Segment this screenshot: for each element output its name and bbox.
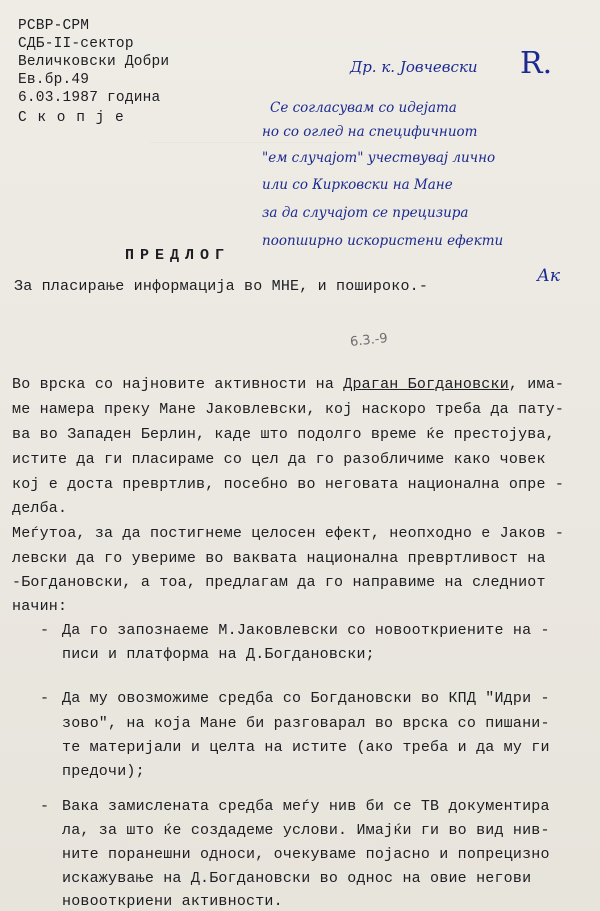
pencil-note: 6.3.-9 <box>349 331 389 350</box>
handwritten-line: или со Кирковски на Мане <box>262 177 453 193</box>
document-title: ПРЕДЛОГ <box>125 247 231 264</box>
document-subtitle: За пласирање информација во МНЕ, и пошироко.- <box>14 278 429 295</box>
header-city: С к о п ј е <box>18 110 125 126</box>
paragraph-1-line: ва во Западен Берлин, каде што подолго време ќе престојува, <box>12 426 555 443</box>
list-item-line: искажување на Д.Богдановски во однос на овие негови <box>62 870 532 887</box>
handwritten-initials: Ак <box>537 266 561 286</box>
paragraph-1-text: Во врска со најновите активности на <box>12 376 344 393</box>
list-item-dash: - <box>40 798 50 815</box>
list-item-line: Да му овозможиме средба со Богдановски во КПД "Идри - <box>62 690 550 707</box>
list-item-line: Вака замислената средба меѓу нив би се ТВ документира <box>62 798 550 815</box>
header-record-number: Ев.бр.49 <box>18 72 90 88</box>
paragraph-2-line: Меѓутоа, за да постигнеме целосен ефект, неопходно е Јаков - <box>12 525 565 542</box>
paragraph-2-line: начин: <box>12 598 68 615</box>
handwritten-line: Се согласувам со идејата <box>270 100 457 116</box>
header-sector: СДБ-II-сектор <box>18 36 134 52</box>
paragraph-2-line: левски да го увериме во ваквата национална превртливост на <box>12 550 546 567</box>
handwritten-line: "ем случајот" учествувај лично <box>262 150 496 166</box>
list-item-line: ла, за што ќе создадеме услови. Имајќи ги во вид нив- <box>62 822 550 839</box>
paragraph-1-line: делба. <box>12 500 68 517</box>
list-item-line: те материјали и целта на истите (ако треба и да му ги <box>62 739 550 756</box>
list-item-line: новооткриени активности. <box>62 893 283 910</box>
subject-name: Драган Богдановски <box>343 376 509 393</box>
handwritten-addressee: Др. к. Јовчевски <box>350 58 478 76</box>
header-date: 6.03.1987 година <box>18 90 161 106</box>
list-item-line: предочи); <box>62 763 145 780</box>
list-item-line: ните поранешни односи, очекуваме појасно и попрецизно <box>62 846 550 863</box>
handwritten-line: но со оглед на специфичниот <box>262 124 478 140</box>
paragraph-1-line <box>12 376 564 393</box>
list-item-line: зово", на која Мане би разговарал во врска со пишани- <box>62 715 550 732</box>
paragraph-2-line: -Богдановски, а тоа, предлагам да го направиме на следниот <box>12 574 546 591</box>
header-organization: РСВР-СРМ <box>18 18 90 34</box>
paragraph-1-line: истите да ги пласираме со цел да го разобличиме како човек <box>12 451 546 468</box>
header-author: Величковски Добри <box>18 54 170 70</box>
handwritten-mark: R. <box>520 46 553 81</box>
list-item-dash: - <box>40 622 50 639</box>
paragraph-1-line: кој е доста превртлив, посебно во неговата национална опре - <box>12 476 565 493</box>
show-through-text: ________________________ <box>150 130 352 146</box>
list-item-dash: - <box>40 690 50 707</box>
list-item-line: писи и платформа на Д.Богдановски; <box>62 646 375 663</box>
handwritten-line: поопширно искористени ефекти <box>262 233 504 249</box>
list-item-line: Да го запознаеме М.Јаковлевски со новооткриените на - <box>62 622 550 639</box>
paragraph-1-line: ме намера преку Мане Јаковлевски, кој наскоро треба да пату- <box>12 401 565 418</box>
handwritten-line: за да случајот се прецизира <box>262 205 469 221</box>
paragraph-1-text: , има- <box>508 376 565 393</box>
